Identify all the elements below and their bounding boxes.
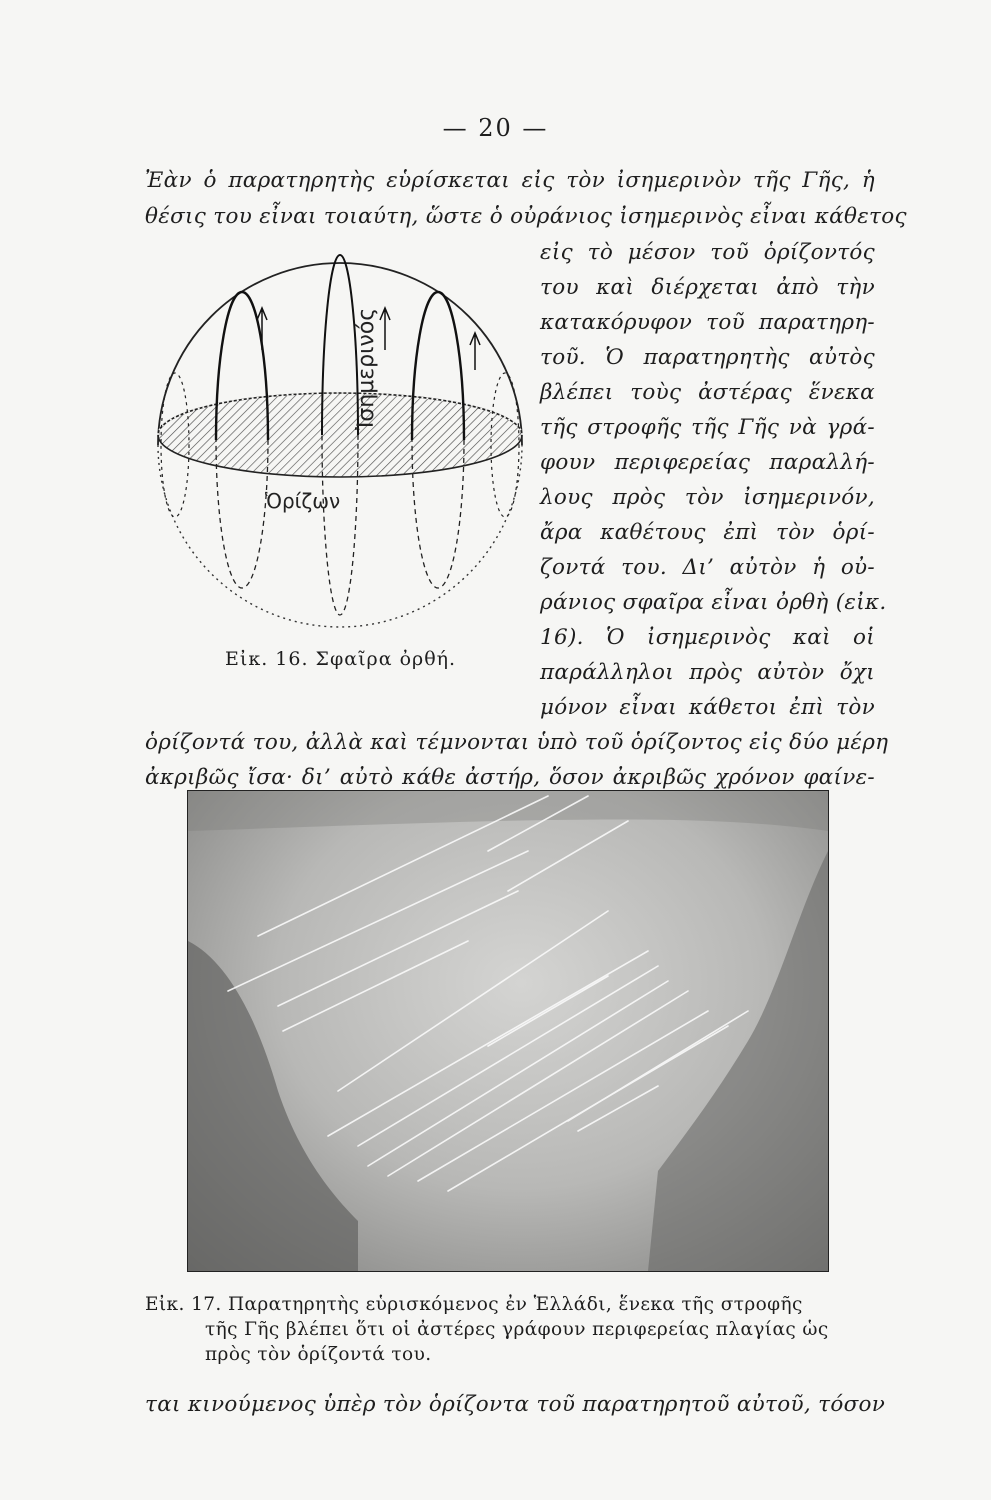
figure17-caption [145,1292,875,1367]
body-text-line: θέσις του εἶναι τοιαύτη, ὥστε ὁ οὐράνιος ἰσημερινὸς εἶναι κάθετος [145,204,907,229]
column-text-line: ἄρα καθέτους ἐπὶ τὸν ὁρί- [540,520,875,545]
column-text-line: τῆς στροφῆς τῆς Γῆς νὰ γρά- [540,415,875,440]
sphere-diagram [145,240,535,640]
column-text-line: βλέπει τοὺς ἀστέρας ἕνεκα [540,380,875,405]
column-text-line: μόνον εἶναι κάθετοι ἐπὶ τὸν [540,695,875,720]
figure16-caption: Εἰκ. 16. Σφαῖρα ὀρθή. [225,648,457,670]
column-text-line: εἰς τὸ μέσον τοῦ ὁρίζοντός [540,240,875,265]
column-text-line: λους πρὸς τὸν ἰσημερινόν, [540,485,875,510]
figure17-caption-line: Εἰκ. 17. Παρατηρητὴς εὑρισκόμενος ἐν Ἑλλάδι, ἕνεκα τῆς στροφῆς [145,1294,803,1315]
equator-label: Ἰσημερινός [354,307,379,430]
column-text-line: ράνιος σφαῖρα εἶναι ὀρθὴ (εἰκ. [540,590,887,615]
body-text-line: ἀκριβῶς ἴσα· δι’ αὐτὸ κάθε ἀστήρ, ὅσον ἀκριβῶς χρόνον φαίνε- [145,765,875,790]
figure17-caption-line: τῆς Γῆς βλέπει ὅτι οἱ ἀστέρες γράφουν περιφερείας πλαγίας ὡς [205,1319,829,1340]
figure17-caption-line: πρὸς τὸν ὁρίζοντά του. [205,1344,432,1365]
body-text-line: Ἐὰν ὁ παρατηρητὴς εὑρίσκεται εἰς τὸν ἰσημερινὸν τῆς Γῆς, ἡ [145,168,875,193]
star-trails-photo [187,790,829,1272]
page-number: — 20 — [442,114,549,142]
column-text-line: φουν περιφερείας παραλλή- [540,450,875,475]
column-text-line: τοῦ. Ὁ παρατηρητὴς αὐτὸς [540,345,875,370]
body-text-line: ὁρίζοντά του, ἀλλὰ καὶ τέμνονται ὑπὸ τοῦ ὁρίζοντος εἰς δύο μέρη [145,730,889,755]
column-text-line: του καὶ διέρχεται ἀπὸ τὴν [540,275,875,300]
column-text-line: ζοντά του. Δι’ αὐτὸν ἡ οὐ- [540,555,875,580]
column-text-line: κατακόρυφον τοῦ παρατηρη- [540,310,875,335]
horizon-label: Ὁρίζων [265,489,341,513]
column-text-line: 16). Ὁ ἰσημερινὸς καὶ οἱ [540,625,875,650]
body-text-line: ται κινούμενος ὑπὲρ τὸν ὁρίζοντα τοῦ παρατηρητοῦ αὐτοῦ, τόσον [145,1392,886,1417]
column-text-line: παράλληλοι πρὸς αὐτὸν ὄχι [540,660,875,685]
